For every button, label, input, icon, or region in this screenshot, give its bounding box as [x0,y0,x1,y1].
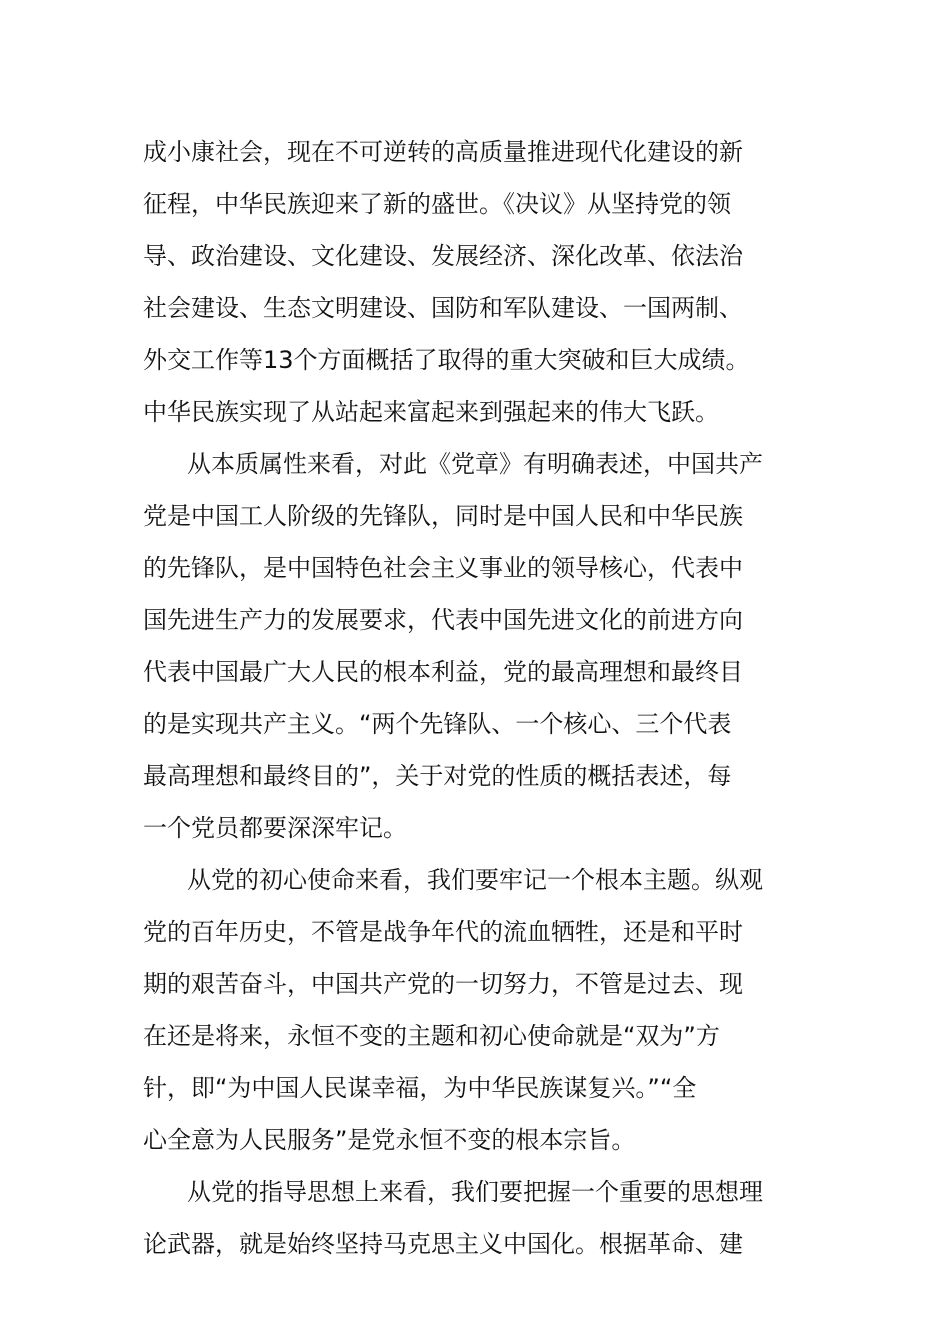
text-line: 针，即“为中国人民谋幸福，为中华民族谋复兴。”“全 [143,1074,697,1102]
text-line: 中华民族实现了从站起来富起来到强起来的伟大飞跃。 [143,398,719,426]
text-line: 的先锋队，是中国特色社会主义事业的领导核心，代表中 [143,554,743,582]
text-line: 外交工作等13个方面概括了取得的重大突破和巨大成绩。 [143,346,750,374]
text-line: 期的艰苦奋斗，中国共产党的一切努力，不管是过去、现 [143,970,743,998]
text-line: 社会建设、生态文明建设、国防和军队建设、一国两制、 [143,294,743,322]
paragraph-essential-attributes [143,438,823,854]
text-line: 代表中国最广大人民的根本利益，党的最高理想和最终目 [143,658,743,686]
text-line: 心全意为人民服务”是党永恒不变的根本宗旨。 [143,1126,636,1154]
text-line: 导、政治建设、文化建设、发展经济、深化改革、依法治 [143,242,743,270]
paragraph-guiding-thought [143,1166,823,1270]
text-line: 从本质属性来看，对此《党章》有明确表述，中国共产 [187,450,763,478]
text-line: 成小康社会，现在不可逆转的高质量推进现代化建设的新 [143,138,743,166]
text-line: 征程，中华民族迎来了新的盛世。《决议》从坚持党的领 [143,190,731,218]
document-body [143,126,823,1270]
paragraph-original-mission [143,854,823,1166]
text-line: 国先进生产力的发展要求，代表中国先进文化的前进方向 [143,606,743,634]
text-line: 从党的指导思想上来看，我们要把握一个重要的思想理 [187,1178,763,1206]
paragraph-continuation [143,126,823,438]
text-line: 一个党员都要深深牢记。 [143,814,407,842]
text-line: 在还是将来，永恒不变的主题和初心使命就是“双为”方 [143,1022,720,1050]
text-line: 最高理想和最终目的”，关于对党的性质的概括表述，每 [143,762,732,790]
text-line: 从党的初心使命来看，我们要牢记一个根本主题。纵观 [187,866,763,894]
text-line: 的是实现共产主义。“两个先锋队、一个核心、三个代表 [143,710,732,738]
text-line: 党是中国工人阶级的先锋队，同时是中国人民和中华民族 [143,502,743,530]
text-line: 论武器，就是始终坚持马克思主义中国化。根据革命、建 [143,1230,743,1258]
text-line: 党的百年历史，不管是战争年代的流血牺牲，还是和平时 [143,918,743,946]
